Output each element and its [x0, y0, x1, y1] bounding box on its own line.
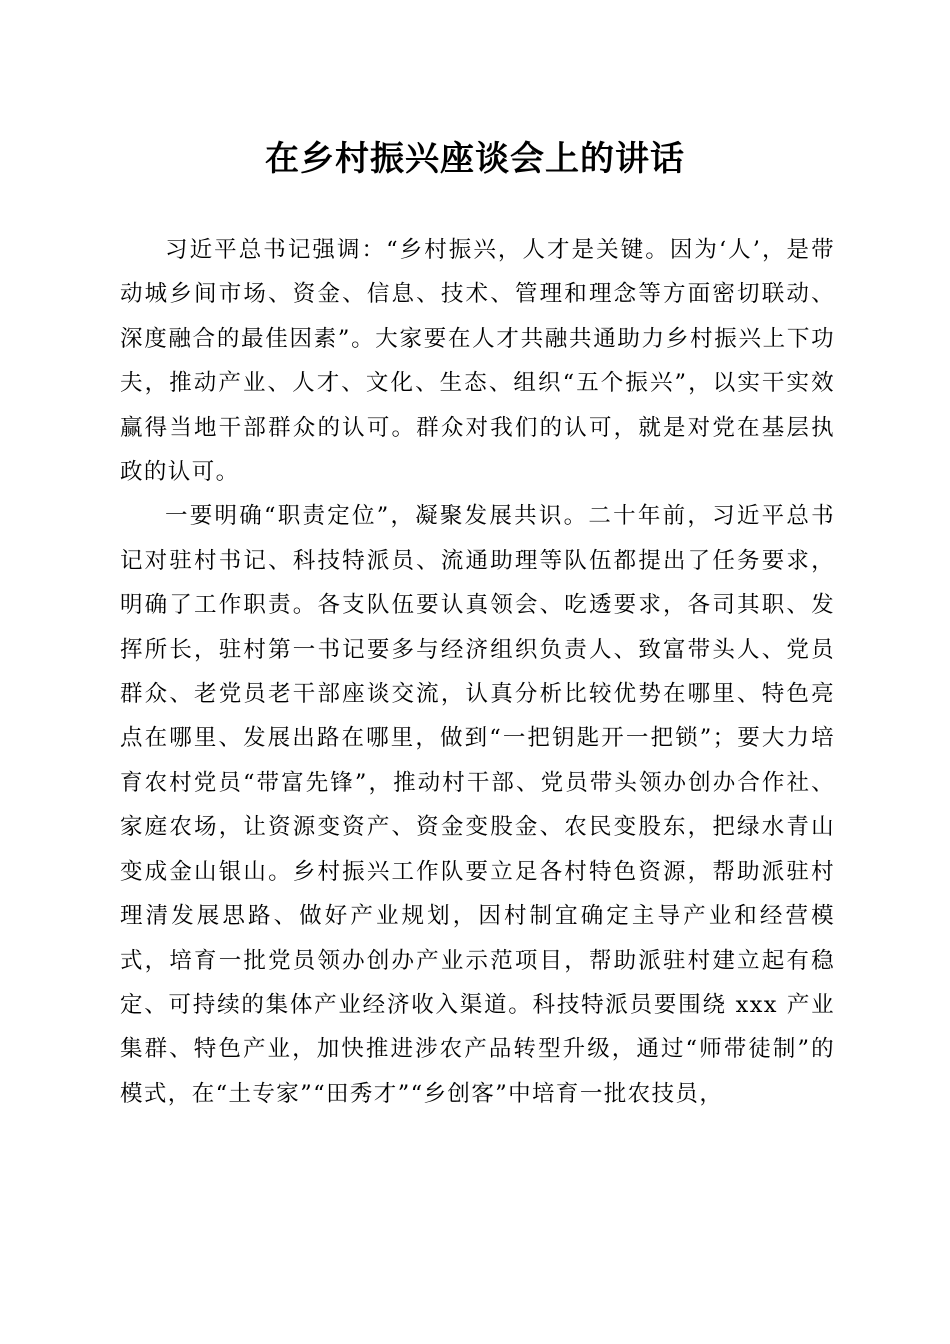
paragraph-duty-positioning: 一要明确“职责定位”，凝聚发展共识。二十年前，习近平总书记对驻村书记、科技特派员、流通助理等队伍都提出了任务要求，明确了工作职责。各支队伍要认真领会、吃透要求，各司其职、发挥所长，驻村第一书记要多与经济组织负责人、致富带头人、党员群众、老党员老干部座谈交流，认真分析比较优势在哪里、特色亮点在哪里、发展出路在哪里，做到“一把钥匙开一把锁”；要大力培育农村党员“带富先锋”，推动村干部、党员带头领办创办合作社、家庭农场，让资源变资产、资金变股金、农民变股东，把绿水青山变成金山银山。乡村振兴工作队要立足各村特色资源，帮助派驻村理清发展思路、做好产业规划，因村制宜确定主导产业和经营模式，培育一批党员领办创办产业示范项目，帮助派驻村建立起有稳定、可持续的集体产业经济收入渠道。科技特派员要围绕 xxx 产业集群、特色产业，加快推进涉农产品转型升级，通过“师带徒制”的模式，在“土专家”“田秀才”“乡创客”中培育一批农技员， — [120, 503, 835, 1107]
document-body — [120, 228, 835, 1116]
document-title: 在乡村振兴座谈会上的讲话 — [265, 139, 685, 179]
paragraph-intro: 习近平总书记强调：“乡村振兴，人才是关键。因为‘人’，是带动城乡间市场、资金、信息、技术、管理和理念等方面密切联动、深度融合的最佳因素”。大家要在人才共融共通助力乡村振兴上下功夫，推动产业、人才、文化、生态、组织“五个振兴”，以实干实效赢得当地干部群众的认可。群众对我们的认可，就是对党在基层执政的认可。 — [120, 237, 835, 486]
